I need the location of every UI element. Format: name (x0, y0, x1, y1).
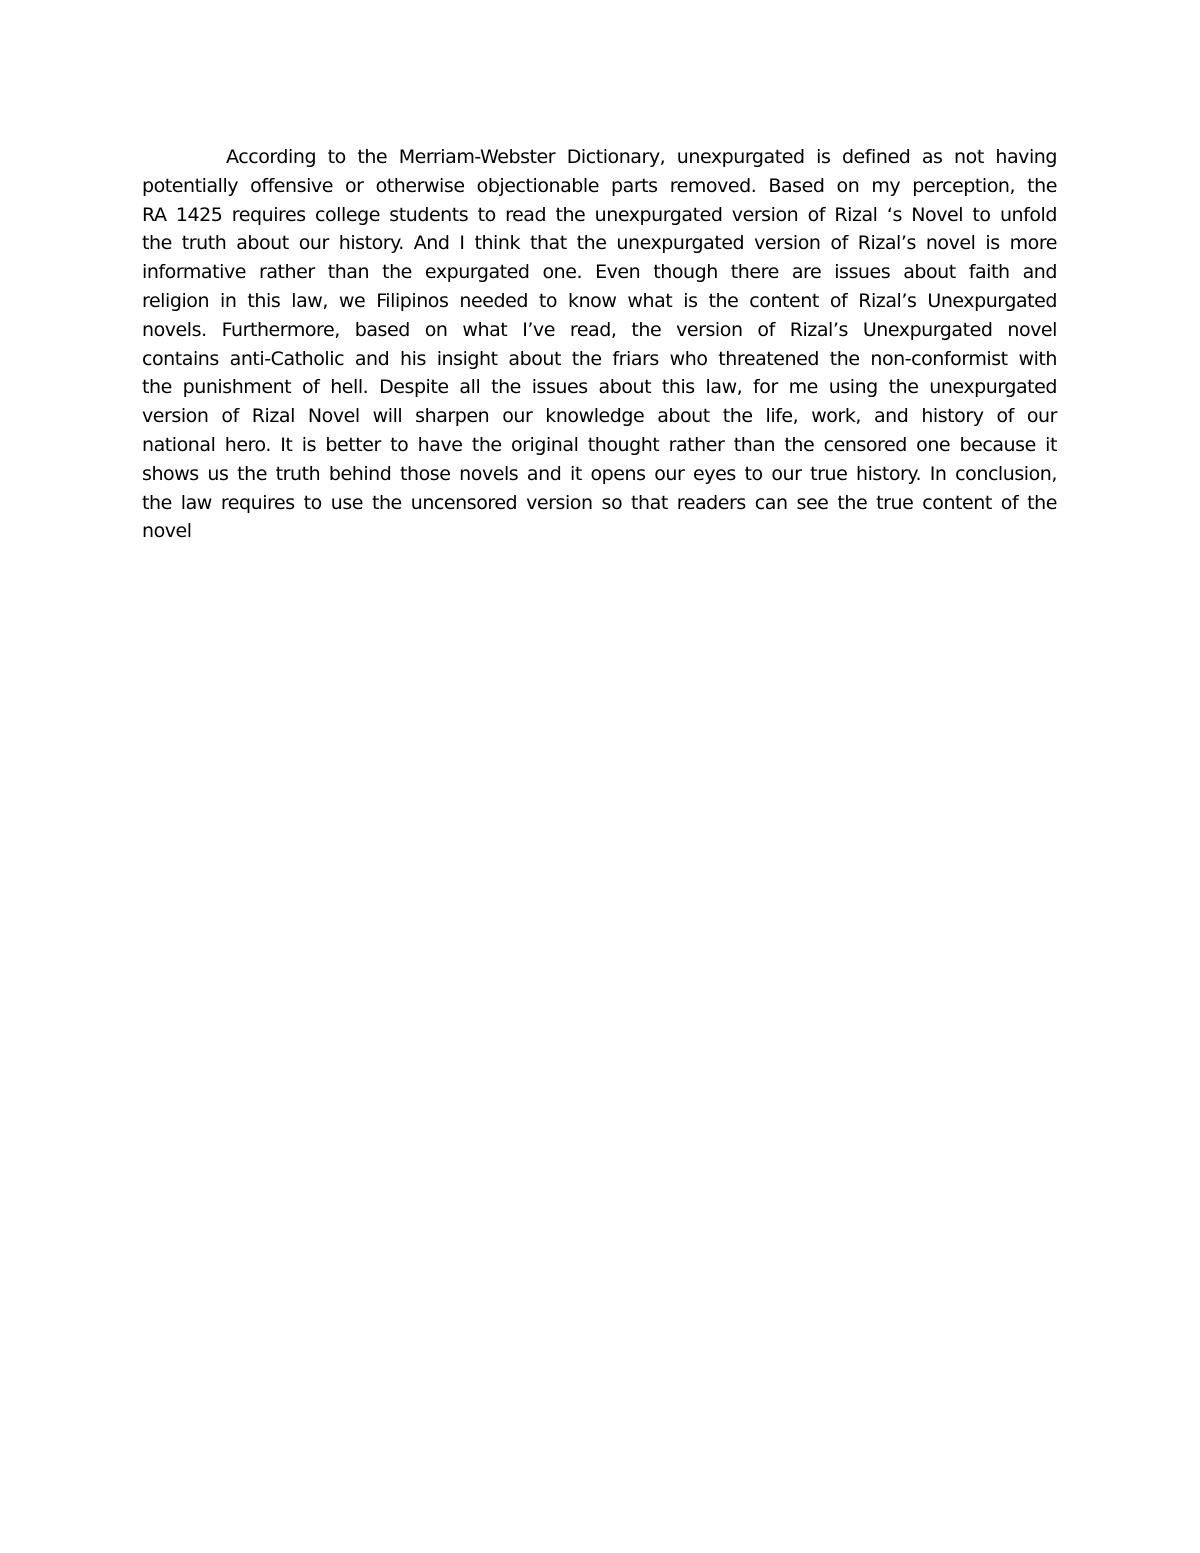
paragraph-line: the truth about our history. And I think that the unexpurgated version of Rizal’s novel is more (142, 232, 1057, 255)
paragraph-line: the law requires to use the uncensored version so that readers can see the true content of the (142, 491, 1057, 514)
paragraph-line: version of Rizal Novel will sharpen our knowledge about the life, work, and history of our (142, 405, 1057, 428)
paragraph-line: novels. Furthermore, based on what I’ve read, the version of Rizal’s Unexpurgated novel (142, 318, 1057, 341)
paragraph-line: contains anti-Catholic and his insight about the friars who threatened the non-conformist with (142, 347, 1057, 370)
paragraph-line: potentially offensive or otherwise objectionable parts removed. Based on my perception, the (142, 174, 1057, 197)
paragraph-line: RA 1425 requires college students to read the unexpurgated version of Rizal ‘s Novel to unfold (142, 203, 1057, 226)
paragraph-line: informative rather than the expurgated one. Even though there are issues about faith and (142, 261, 1057, 284)
paragraph-line: According to the Merriam-Webster Dictionary, unexpurgated is defined as not having (226, 146, 1057, 168)
paragraph-line: novel (142, 520, 192, 543)
body-paragraph (142, 143, 1057, 546)
paragraph-line: national hero. It is better to have the original thought rather than the censored one because it (142, 433, 1057, 456)
paragraph-line: shows us the truth behind those novels and it opens our eyes to our true history. In conclusion, (142, 462, 1057, 485)
paragraph-line: religion in this law, we Filipinos needed to know what is the content of Rizal’s Unexpurgated (142, 289, 1057, 312)
paragraph-line: the punishment of hell. Despite all the issues about this law, for me using the unexpurgated (142, 376, 1057, 399)
